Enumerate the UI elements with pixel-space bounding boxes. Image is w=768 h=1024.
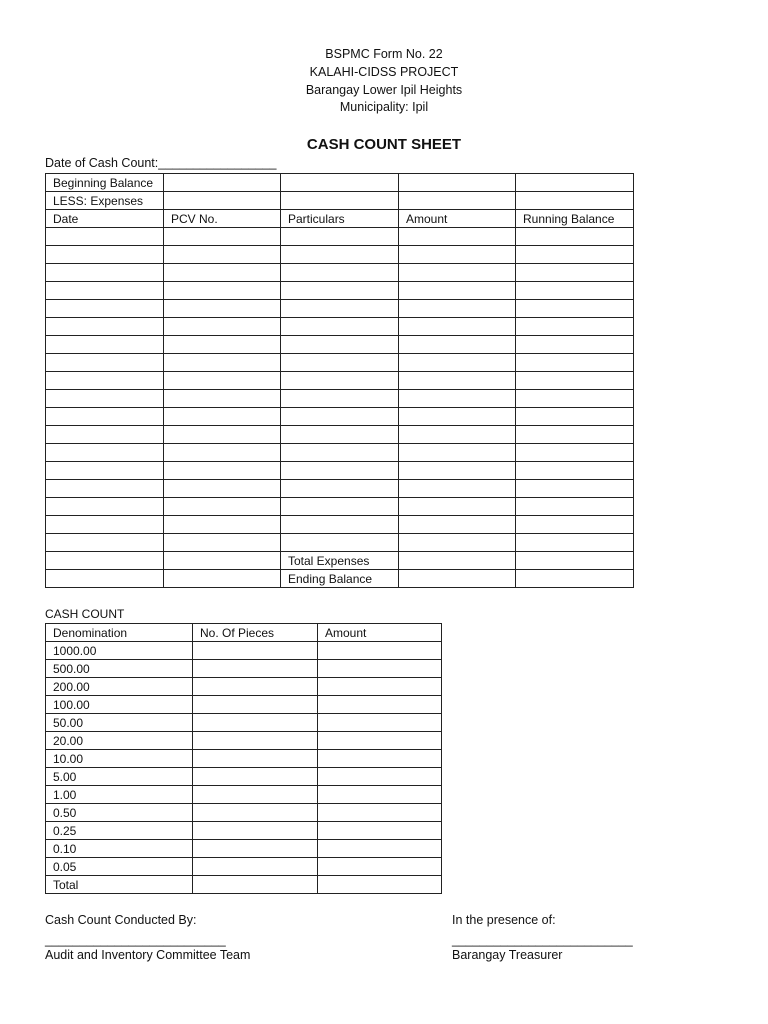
expense-entry-cell[interactable]	[516, 318, 634, 336]
expense-entry-row	[46, 462, 634, 480]
denomination-value: 10.00	[46, 750, 193, 768]
expense-entry-cell[interactable]	[516, 444, 634, 462]
expense-entry-cell[interactable]	[516, 372, 634, 390]
denomination-row	[46, 642, 442, 660]
denomination-row	[46, 822, 442, 840]
expense-entry-row	[46, 336, 634, 354]
cash-count-column-header: Denomination	[46, 624, 193, 642]
total-amount-cell[interactable]	[318, 876, 442, 894]
total-pieces-cell[interactable]	[193, 876, 318, 894]
expense-header-row	[46, 210, 634, 228]
expense-entry-cell[interactable]	[399, 300, 516, 318]
denomination-value: 1.00	[46, 786, 193, 804]
ending-balance-label: Ending Balance	[281, 570, 399, 588]
pieces-cell[interactable]	[193, 786, 318, 804]
page-title: CASH COUNT SHEET	[306, 136, 462, 153]
expense-entry-cell[interactable]	[281, 336, 399, 354]
cash-count-total-label: Total	[46, 876, 193, 894]
expense-entry-cell[interactable]	[399, 462, 516, 480]
cash-count-column-header: Amount	[318, 624, 442, 642]
expense-entry-cell[interactable]	[516, 408, 634, 426]
amount-cell[interactable]	[318, 768, 442, 786]
expense-entry-cell[interactable]	[399, 318, 516, 336]
expense-entry-cell[interactable]	[399, 354, 516, 372]
expense-entry-row	[46, 228, 634, 246]
expense-entry-cell[interactable]	[164, 408, 281, 426]
beginning-balance-cell[interactable]	[516, 174, 634, 192]
expense-entry-cell[interactable]	[281, 354, 399, 372]
expense-entry-cell[interactable]	[281, 498, 399, 516]
denomination-row	[46, 732, 442, 750]
expense-entry-cell[interactable]	[46, 426, 164, 444]
expense-entry-cell[interactable]	[46, 516, 164, 534]
denomination-value: 50.00	[46, 714, 193, 732]
expense-entry-cell[interactable]	[164, 354, 281, 372]
denomination-value: 20.00	[46, 732, 193, 750]
project-name: KALAHI-CIDSS PROJECT	[309, 65, 459, 79]
expense-entry-cell[interactable]	[164, 426, 281, 444]
cash-count-table	[45, 623, 442, 894]
expense-column-header: PCV No.	[164, 210, 281, 228]
beginning-balance-cell[interactable]	[281, 174, 399, 192]
expense-entry-cell[interactable]	[46, 498, 164, 516]
presence-of-heading: In the presence of:	[452, 913, 556, 927]
ending-balance-cell[interactable]	[164, 570, 281, 588]
expense-column-header: Running Balance	[516, 210, 634, 228]
expense-entry-row	[46, 516, 634, 534]
expense-entry-cell[interactable]	[46, 300, 164, 318]
denomination-value: 1000.00	[46, 642, 193, 660]
total-expenses-cell[interactable]	[46, 552, 164, 570]
expense-entry-cell[interactable]	[399, 264, 516, 282]
denomination-value: 0.25	[46, 822, 193, 840]
pieces-cell[interactable]	[193, 858, 318, 876]
presence-of-signature-line[interactable]: __________________________	[452, 933, 633, 947]
expense-entry-cell[interactable]	[281, 264, 399, 282]
expense-entry-cell[interactable]	[281, 408, 399, 426]
municipality-name: Municipality: Ipil	[339, 100, 429, 114]
expense-entry-cell[interactable]	[46, 264, 164, 282]
denomination-value: 0.05	[46, 858, 193, 876]
beginning-balance-label: Beginning Balance	[46, 174, 164, 192]
expense-entry-cell[interactable]	[46, 462, 164, 480]
expense-table	[45, 173, 634, 588]
expense-entry-cell[interactable]	[516, 426, 634, 444]
expense-entry-cell[interactable]	[164, 336, 281, 354]
expense-entry-cell[interactable]	[281, 480, 399, 498]
denomination-row	[46, 768, 442, 786]
expense-entry-cell[interactable]	[46, 408, 164, 426]
expense-entry-cell[interactable]	[281, 462, 399, 480]
total-expenses-amount[interactable]	[399, 552, 516, 570]
expense-entry-cell[interactable]	[399, 444, 516, 462]
expense-entry-cell[interactable]	[164, 516, 281, 534]
total-expenses-cell[interactable]	[516, 552, 634, 570]
expense-entry-cell[interactable]	[281, 444, 399, 462]
denomination-row	[46, 858, 442, 876]
pieces-cell[interactable]	[193, 840, 318, 858]
amount-cell[interactable]	[318, 714, 442, 732]
amount-cell[interactable]	[318, 678, 442, 696]
pieces-cell[interactable]	[193, 642, 318, 660]
expense-entry-cell[interactable]	[164, 300, 281, 318]
denomination-row	[46, 660, 442, 678]
expense-entry-cell[interactable]	[281, 516, 399, 534]
expense-entry-cell[interactable]	[164, 228, 281, 246]
amount-cell[interactable]	[318, 822, 442, 840]
expense-entry-cell[interactable]	[516, 300, 634, 318]
expense-entry-cell[interactable]	[516, 282, 634, 300]
cash-count-heading: CASH COUNT	[45, 607, 125, 621]
expense-entry-cell[interactable]	[516, 354, 634, 372]
expense-entry-cell[interactable]	[164, 444, 281, 462]
expense-entry-cell[interactable]	[164, 480, 281, 498]
denomination-value: 0.50	[46, 804, 193, 822]
expense-entry-row	[46, 444, 634, 462]
expense-entry-cell[interactable]	[399, 480, 516, 498]
expense-entry-cell[interactable]	[164, 462, 281, 480]
expense-entry-cell[interactable]	[516, 336, 634, 354]
expense-entry-cell[interactable]	[516, 390, 634, 408]
expense-entry-cell[interactable]	[46, 390, 164, 408]
expense-entry-cell[interactable]	[164, 534, 281, 552]
pieces-cell[interactable]	[193, 732, 318, 750]
denomination-row	[46, 786, 442, 804]
expense-entry-row	[46, 426, 634, 444]
expense-entry-row	[46, 534, 634, 552]
less-expenses-cell[interactable]	[399, 192, 516, 210]
expense-entry-cell[interactable]	[46, 354, 164, 372]
expense-entry-cell[interactable]	[399, 390, 516, 408]
expense-column-header: Date	[46, 210, 164, 228]
expense-entry-cell[interactable]	[281, 318, 399, 336]
ending-balance-cell[interactable]	[46, 570, 164, 588]
ending-balance-row	[46, 570, 634, 588]
denomination-row	[46, 696, 442, 714]
expense-entry-cell[interactable]	[516, 516, 634, 534]
pieces-cell[interactable]	[193, 768, 318, 786]
less-expenses-cell[interactable]	[281, 192, 399, 210]
conducted-by-name: Audit and Inventory Committee Team	[45, 948, 251, 962]
amount-cell[interactable]	[318, 642, 442, 660]
expense-entry-row	[46, 372, 634, 390]
pieces-cell[interactable]	[193, 822, 318, 840]
expense-entry-cell[interactable]	[516, 264, 634, 282]
expense-entry-cell[interactable]	[46, 444, 164, 462]
pieces-cell[interactable]	[193, 804, 318, 822]
expense-entry-cell[interactable]	[399, 534, 516, 552]
amount-cell[interactable]	[318, 732, 442, 750]
expense-entry-cell[interactable]	[516, 228, 634, 246]
expense-entry-cell[interactable]	[46, 318, 164, 336]
expense-entry-row	[46, 354, 634, 372]
expense-entry-cell[interactable]	[46, 282, 164, 300]
beginning-balance-cell[interactable]	[164, 174, 281, 192]
expense-entry-row	[46, 282, 634, 300]
cash-count-total-row	[46, 876, 442, 894]
ending-balance-cell[interactable]	[516, 570, 634, 588]
expense-entry-row	[46, 246, 634, 264]
pieces-cell[interactable]	[193, 660, 318, 678]
expense-entry-cell[interactable]	[46, 372, 164, 390]
expense-entry-row	[46, 390, 634, 408]
expense-entry-cell[interactable]	[399, 246, 516, 264]
expense-entry-cell[interactable]	[46, 336, 164, 354]
expense-entry-cell[interactable]	[46, 480, 164, 498]
amount-cell[interactable]	[318, 696, 442, 714]
presence-of-name: Barangay Treasurer	[452, 948, 563, 962]
expense-entry-cell[interactable]	[46, 246, 164, 264]
expense-entry-cell[interactable]	[46, 228, 164, 246]
amount-cell[interactable]	[318, 858, 442, 876]
expense-entry-cell[interactable]	[516, 462, 634, 480]
expense-entry-cell[interactable]	[164, 390, 281, 408]
expense-entry-cell[interactable]	[281, 534, 399, 552]
conducted-by-heading: Cash Count Conducted By:	[45, 913, 197, 927]
less-expenses-label: LESS: Expenses	[46, 192, 164, 210]
denomination-value: 5.00	[46, 768, 193, 786]
expense-entry-cell[interactable]	[281, 300, 399, 318]
expense-entry-cell[interactable]	[281, 372, 399, 390]
amount-cell[interactable]	[318, 786, 442, 804]
expense-entry-cell[interactable]	[399, 408, 516, 426]
expense-entry-cell[interactable]	[164, 282, 281, 300]
expense-entry-row	[46, 498, 634, 516]
cash-count-header-row	[46, 624, 442, 642]
date-of-cash-count-field[interactable]: Date of Cash Count:_________________	[45, 156, 277, 170]
expense-entry-cell[interactable]	[164, 264, 281, 282]
expense-entry-cell[interactable]	[46, 534, 164, 552]
expense-entry-cell[interactable]	[399, 516, 516, 534]
denomination-value: 200.00	[46, 678, 193, 696]
expense-entry-row	[46, 300, 634, 318]
expense-entry-cell[interactable]	[399, 282, 516, 300]
amount-cell[interactable]	[318, 750, 442, 768]
expense-entry-cell[interactable]	[399, 228, 516, 246]
denomination-value: 500.00	[46, 660, 193, 678]
expense-entry-cell[interactable]	[516, 246, 634, 264]
expense-entry-cell[interactable]	[164, 318, 281, 336]
expense-entry-cell[interactable]	[281, 390, 399, 408]
expense-entry-cell[interactable]	[164, 498, 281, 516]
form-number: BSPMC Form No. 22	[325, 47, 443, 61]
pieces-cell[interactable]	[193, 696, 318, 714]
expense-entry-row	[46, 408, 634, 426]
expense-entry-cell[interactable]	[399, 372, 516, 390]
denomination-value: 0.10	[46, 840, 193, 858]
denomination-row	[46, 714, 442, 732]
total-expenses-label: Total Expenses	[281, 552, 399, 570]
expense-entry-cell[interactable]	[516, 480, 634, 498]
beginning-balance-row	[46, 174, 634, 192]
expense-entry-cell[interactable]	[399, 498, 516, 516]
expense-entry-cell[interactable]	[164, 372, 281, 390]
expense-entry-cell[interactable]	[399, 426, 516, 444]
denomination-value: 100.00	[46, 696, 193, 714]
expense-entry-row	[46, 264, 634, 282]
total-expenses-cell[interactable]	[164, 552, 281, 570]
conducted-by-signature-line[interactable]: __________________________	[45, 933, 226, 947]
less-expenses-row	[46, 192, 634, 210]
less-expenses-cell[interactable]	[164, 192, 281, 210]
total-expenses-row	[46, 552, 634, 570]
expense-entry-row	[46, 480, 634, 498]
amount-cell[interactable]	[318, 804, 442, 822]
expense-entry-cell[interactable]	[399, 336, 516, 354]
beginning-balance-cell[interactable]	[399, 174, 516, 192]
ending-balance-amount[interactable]	[399, 570, 516, 588]
denomination-row	[46, 840, 442, 858]
pieces-cell[interactable]	[193, 750, 318, 768]
denomination-row	[46, 678, 442, 696]
expense-entry-row	[46, 318, 634, 336]
expense-entry-cell[interactable]	[516, 498, 634, 516]
pieces-cell[interactable]	[193, 678, 318, 696]
expense-entry-cell[interactable]	[281, 282, 399, 300]
less-expenses-cell[interactable]	[516, 192, 634, 210]
expense-entry-cell[interactable]	[281, 426, 399, 444]
expense-entry-cell[interactable]	[281, 246, 399, 264]
expense-entry-cell[interactable]	[281, 228, 399, 246]
cash-count-column-header: No. Of Pieces	[193, 624, 318, 642]
expense-column-header: Amount	[399, 210, 516, 228]
expense-entry-cell[interactable]	[164, 246, 281, 264]
amount-cell[interactable]	[318, 660, 442, 678]
denomination-row	[46, 804, 442, 822]
barangay-name: Barangay Lower Ipil Heights	[305, 83, 463, 97]
amount-cell[interactable]	[318, 840, 442, 858]
expense-column-header: Particulars	[281, 210, 399, 228]
pieces-cell[interactable]	[193, 714, 318, 732]
denomination-row	[46, 750, 442, 768]
expense-entry-cell[interactable]	[516, 534, 634, 552]
